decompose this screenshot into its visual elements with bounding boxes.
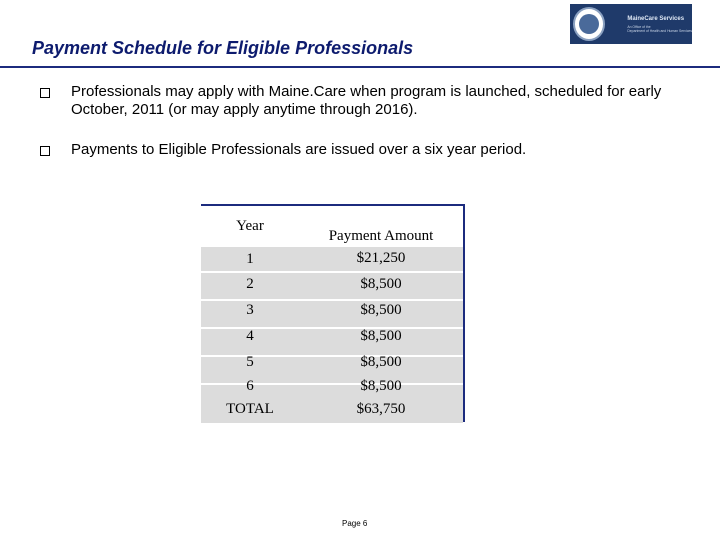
logo-name: MaineCare Services xyxy=(627,15,685,22)
slide-title: Payment Schedule for Eligible Professionals xyxy=(32,38,414,58)
row-amount: $8,500 xyxy=(360,276,402,292)
bullet-item xyxy=(40,83,680,119)
checkbox-bullet-icon xyxy=(40,146,50,156)
bullet-item xyxy=(40,141,680,159)
total-label: TOTAL xyxy=(226,401,274,417)
row-amount: $21,250 xyxy=(356,250,406,266)
row-amount: $8,500 xyxy=(360,354,402,370)
title-divider xyxy=(0,66,720,68)
bullet-text: Professionals may apply with Maine.Care when program is launched, scheduled for early October, 2011 (or may apply anytime through 2016). xyxy=(71,83,662,118)
state-seal-icon xyxy=(573,7,605,41)
checkbox-bullet-icon xyxy=(40,88,50,98)
row-amount: $8,500 xyxy=(360,378,402,394)
total-amount: $63,750 xyxy=(356,401,406,417)
row-year: 2 xyxy=(246,276,254,292)
row-year: 4 xyxy=(246,328,254,344)
header-payment-amount: Payment Amount xyxy=(328,228,434,244)
payment-table xyxy=(201,204,465,422)
row-year: 6 xyxy=(246,378,254,394)
page-number: Page 6 xyxy=(342,519,368,528)
row-amount: $8,500 xyxy=(360,328,402,344)
logo-subtitle-2: Department of Health and Human Services xyxy=(627,28,692,33)
row-year: 1 xyxy=(246,251,254,267)
row-amount: $8,500 xyxy=(360,302,402,318)
logo-subtitle-1: An Office of the xyxy=(627,24,651,29)
mainecare-logo xyxy=(570,4,692,44)
bullet-text: Payments to Eligible Professionals are issued over a six year period. xyxy=(71,141,527,158)
header-year: Year xyxy=(236,218,264,234)
row-year: 3 xyxy=(246,302,254,318)
row-year: 5 xyxy=(246,354,254,370)
